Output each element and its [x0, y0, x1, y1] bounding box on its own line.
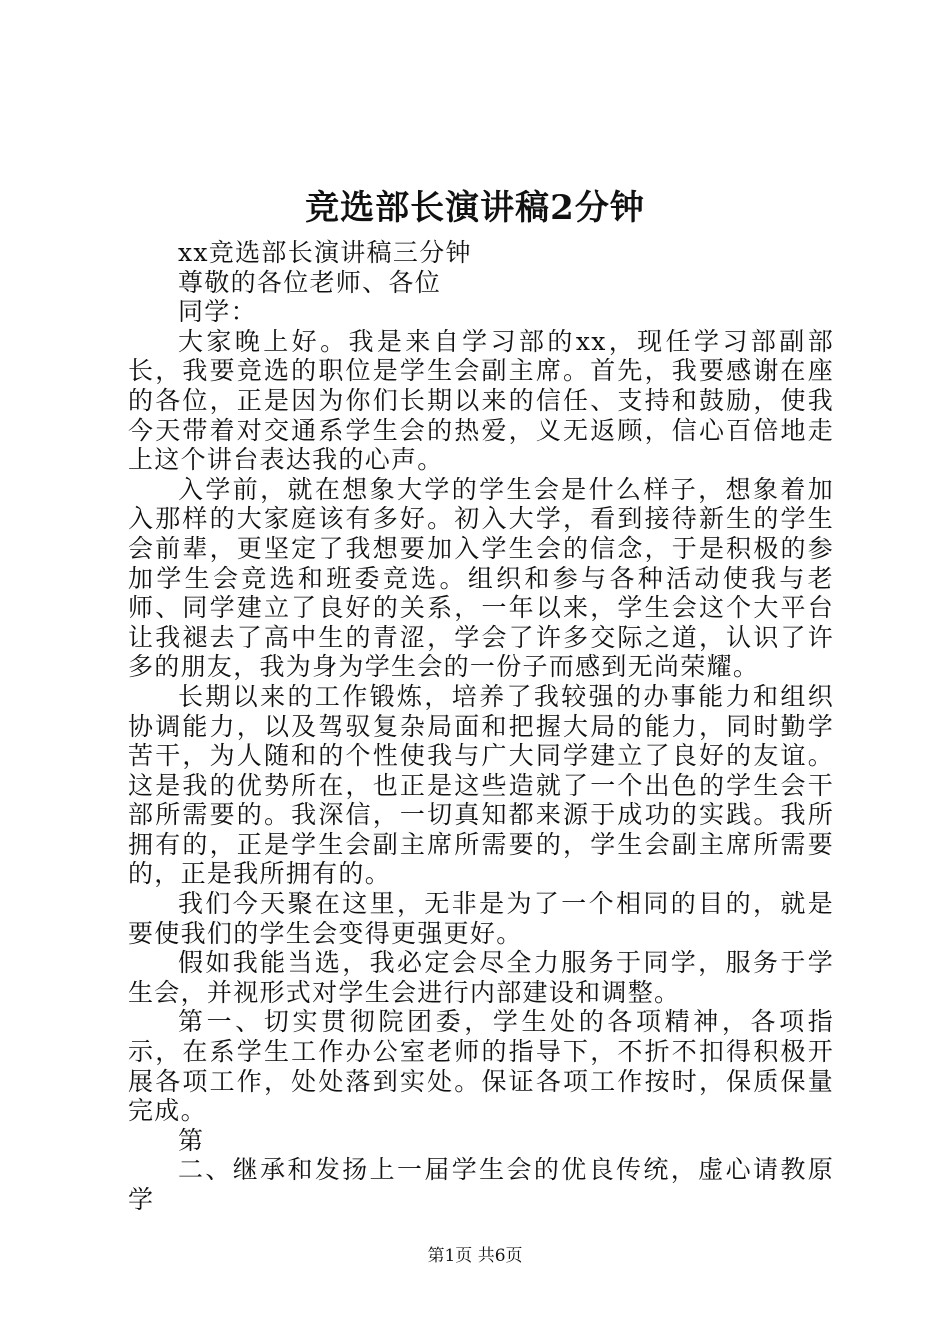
paragraph: 长期以来的工作锻炼，培养了我较强的办事能力和组织协调能力，以及驾驭复杂局面和把握大局的能力，同时勤学苦干，为人随和的个性使我与广大同学建立了良好的友谊。这是我的优势所在，也正是这些造就了一个出色的学生会干部所需要的。我深信，一切真知都来源于成功的实践。我所拥有的，正是学生会副主席所需要的，学生会副主席所需要的，正是我所拥有的。 — [128, 681, 834, 889]
paragraph: 我们今天聚在这里，无非是为了一个相同的目的，就是要使我们的学生会变得更强更好。 — [128, 889, 834, 948]
paragraph: 入学前，就在想象大学的学生会是什么样子，想象着加入那样的大家庭该有多好。初入大学，看到接待新生的学生会前辈，更坚定了我想要加入学生会的信念，于是积极的参加学生会竞选和班委竞选。组织和参与各种活动使我与老师、同学建立了良好的关系，一年以来，学生会这个大平台让我褪去了高中生的青涩，学会了许多交际之道，认识了许多的朋友，我为身为学生会的一份子而感到无尚荣耀。 — [128, 474, 834, 682]
paragraph: xx竞选部长演讲稿三分钟 — [178, 238, 472, 267]
paragraph: 第一、切实贯彻院团委，学生处的各项精神，各项指示，在系学生工作办公室老师的指导下，不折不扣得积极开展各项工作，处处落到实处。保证各项工作按时，保质保量完成。 — [128, 1007, 834, 1126]
paragraph: 尊敬的各位老师、各位 — [178, 267, 442, 297]
body-text — [128, 238, 834, 1215]
page-title: 竞选部长演讲稿2分钟 — [305, 188, 645, 228]
paragraph: 二、继承和发扬上一届学生会的优良传统，虚心请教原学 — [128, 1155, 834, 1214]
paragraph: 大家晚上好。我是来自学习部的xx，现任学习部副部长，我要竞选的职位是学生会副主席。首先，我要感谢在座的各位，正是因为你们长期以来的信任、支持和鼓励，使我今天带着对交通系学生会的热爱，义无返顾，信心百倍地走上这个讲台表达我的心声。 — [128, 326, 834, 475]
page-footer: 第1页 共6页 — [427, 1246, 523, 1266]
paragraph: 第 — [178, 1125, 205, 1155]
paragraph: 同学： — [178, 297, 257, 327]
paragraph: 假如我能当选，我必定会尽全力服务于同学，服务于学生会，并视形式对学生会进行内部建设和调整。 — [128, 948, 834, 1007]
